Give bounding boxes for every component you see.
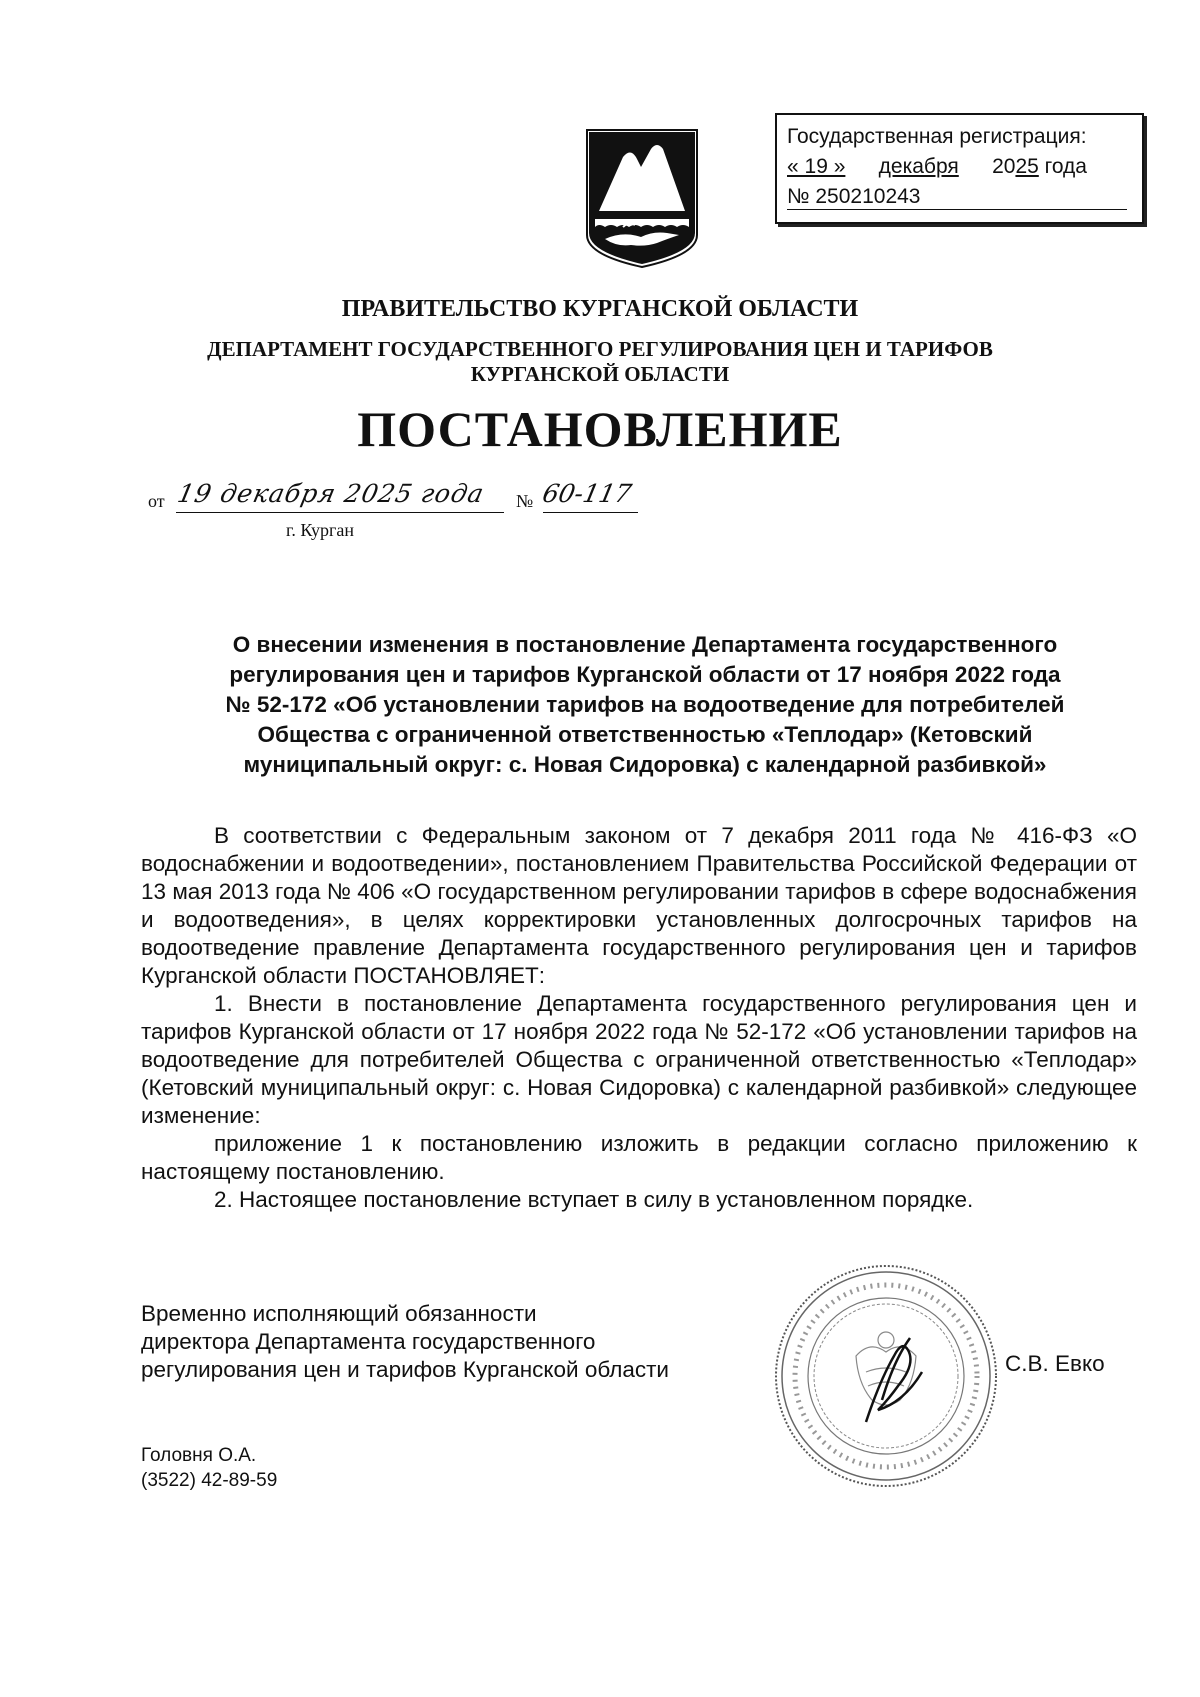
registration-date <box>787 155 1087 179</box>
city: г. Курган <box>286 520 355 540</box>
signer-name: С.В. Евко <box>1005 1351 1105 1376</box>
number-prefix: № <box>516 491 534 511</box>
registration-box <box>775 113 1144 224</box>
subject-line: № 52-172 «Об установлении тарифов на водоотведение для потребителей <box>225 692 1065 717</box>
department-title <box>0 337 1200 387</box>
coat-of-arms-icon <box>583 127 701 270</box>
official-seal-icon <box>770 1260 1002 1492</box>
signer-title-line1: Временно исполняющий обязанности <box>141 1301 537 1326</box>
executor-name: Головня О.А. <box>141 1445 257 1466</box>
department-title-line1: ДЕПАРТАМЕНТ ГОСУДАРСТВЕННОГО РЕГУЛИРОВАНИЯ ЦЕН И ТАРИФОВ <box>207 337 993 361</box>
date-prefix: от <box>148 491 165 511</box>
subject-line: Общества с ограниченной ответственностью «Теплодар» (Кетовский <box>257 722 1033 747</box>
registration-month: декабря <box>878 155 959 178</box>
body-paragraph-1: В соответствии с Федеральным законом от 7 декабря 2011 года № 416-ФЗ «О водоснабжении и водоотведении», постановлением Правительства Российской Федерации от 13 мая 2013 года № 406 «О государственном регулировании тарифов в сфере водоснабжения и водоотведения», в целях корректировки установленных долгосрочных тарифов на водоотведение правление Департамента государственного регулирования цен и тарифов Курганской области ПОСТАНОВЛЯЕТ: <box>141 823 1137 988</box>
registration-year-prefix: 20 <box>992 155 1016 178</box>
document-body <box>141 822 1137 1214</box>
handwritten-number: 60-117 <box>539 479 635 508</box>
number-underline <box>543 512 638 513</box>
signer-title-line2: директора Департамента государственного <box>141 1329 596 1354</box>
subject-line: О внесении изменения в постановление Департамента государственного <box>232 632 1058 657</box>
signer-title-line3: регулирования цен и тарифов Курганской области <box>141 1357 669 1382</box>
subject-line: регулирования цен и тарифов Курганской области от 17 ноября 2022 года <box>229 662 1061 687</box>
executor-info <box>141 1443 277 1493</box>
body-paragraph-2: 1. Внести в постановление Департамента государственного регулирования цен и тарифов Курганской области от 17 ноября 2022 года № 52-172 «Об установлении тарифов на водоотведение для потребителей Общества с ограниченной ответственностью «Теплодар» (Кетовский муниципальный округ: с. Новая Сидоровка) с календарной разбивкой» следующее изменение: <box>141 991 1137 1128</box>
department-title-line2: КУРГАНСКОЙ ОБЛАСТИ <box>470 362 730 386</box>
body-paragraph-4: 2. Настоящее постановление вступает в силу в установленном порядке. <box>214 1187 974 1212</box>
registration-year-suffix: 25 <box>1015 155 1039 178</box>
document-type: ПОСТАНОВЛЕНИЕ <box>357 401 843 457</box>
registration-title: Государственная регистрация: <box>787 125 1087 148</box>
executor-phone: (3522) 42-89-59 <box>141 1470 278 1491</box>
date-underline <box>176 512 504 513</box>
body-paragraph-3: приложение 1 к постановлению изложить в редакции согласно приложению к настоящему постановлению. <box>141 1131 1137 1184</box>
signer-title <box>141 1300 669 1384</box>
handwritten-date: 19 декабря 2025 года <box>174 479 488 508</box>
date-number-line <box>148 479 708 540</box>
registration-number: № 250210243 <box>787 185 1127 210</box>
registration-year-word: года <box>1044 155 1087 178</box>
registration-day: « 19 » <box>787 155 846 178</box>
subject-line: муниципальный округ: с. Новая Сидоровка) с календарной разбивкой» <box>243 752 1047 777</box>
document-subject <box>170 630 1120 780</box>
government-title: ПРАВИТЕЛЬСТВО КУРГАНСКОЙ ОБЛАСТИ <box>341 296 859 322</box>
